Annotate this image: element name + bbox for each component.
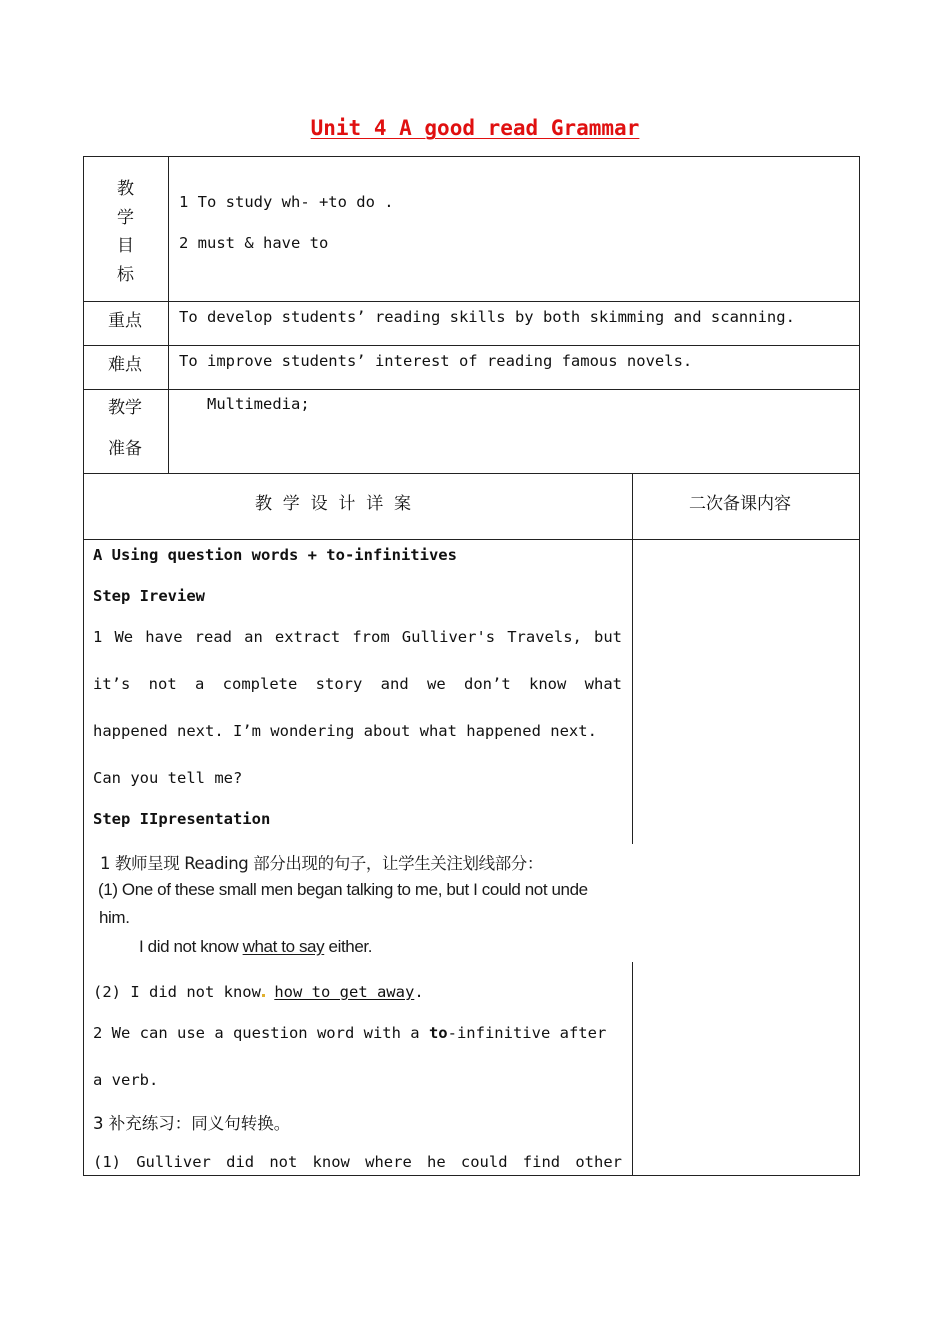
example-2: (2) I did not know how to get away. [93,983,424,1001]
difficulty-text: To improve students’ interest of reading famous novels. [179,352,693,370]
objectives-label: 教 学 目 标 [117,179,134,285]
excerpt-line-1: 1 教师呈现 Reading 部分出现的句子，让学生关注划线部分： [100,854,544,873]
rule-line-2: a verb. [93,1071,159,1089]
exercise-heading: 3 补充练习：同义句转换。 [93,1114,291,1133]
page-title: Unit 4 A good read Grammar [310,116,640,140]
reading-excerpt-image [94,844,634,962]
objective-item-2: 2 must & have to [179,234,329,252]
step1-line-4: Can you tell me? [93,769,243,787]
excerpt-line-4: I did not know what to say either. [139,937,373,956]
preparation-label-line1: 教学 [108,398,142,418]
exercise-item-1: (1) Gulliver did not know where he could find other [93,1153,622,1171]
key-point-label: 重点 [108,311,142,331]
highlight-mark [262,994,265,997]
excerpt-line-3: him. [99,908,130,927]
rule-line-1: 2 We can use a question word with a to-infinitive after [93,1024,607,1042]
design-header-right: 二次备课内容 [689,494,791,514]
preparation-label-line2: 准备 [108,439,142,459]
step1-line-2: it’s not a complete story and we don’t know what [93,675,622,693]
objective-item-1: 1 To study wh- +to do . [179,193,394,211]
excerpt-line-2: (1) One of these small men began talking to me, but I could not unde [98,880,588,899]
step1-line-1: 1 We have read an extract from Gulliver's Travels, but [93,628,622,646]
section-a-heading: A Using question words + to-infinitives [93,546,457,564]
preparation-text: Multimedia; [207,395,310,413]
design-header-left: 教 学 设 计 详 案 [255,494,412,514]
step1-line-3: happened next. I’m wondering about what happened next. [93,722,597,740]
difficulty-label: 难点 [108,355,142,375]
step2-heading: Step IIpresentation [93,810,271,828]
key-point-text: To develop students’ reading skills by both skimming and scanning. [179,308,795,326]
step1-heading: Step Ireview [93,587,205,605]
